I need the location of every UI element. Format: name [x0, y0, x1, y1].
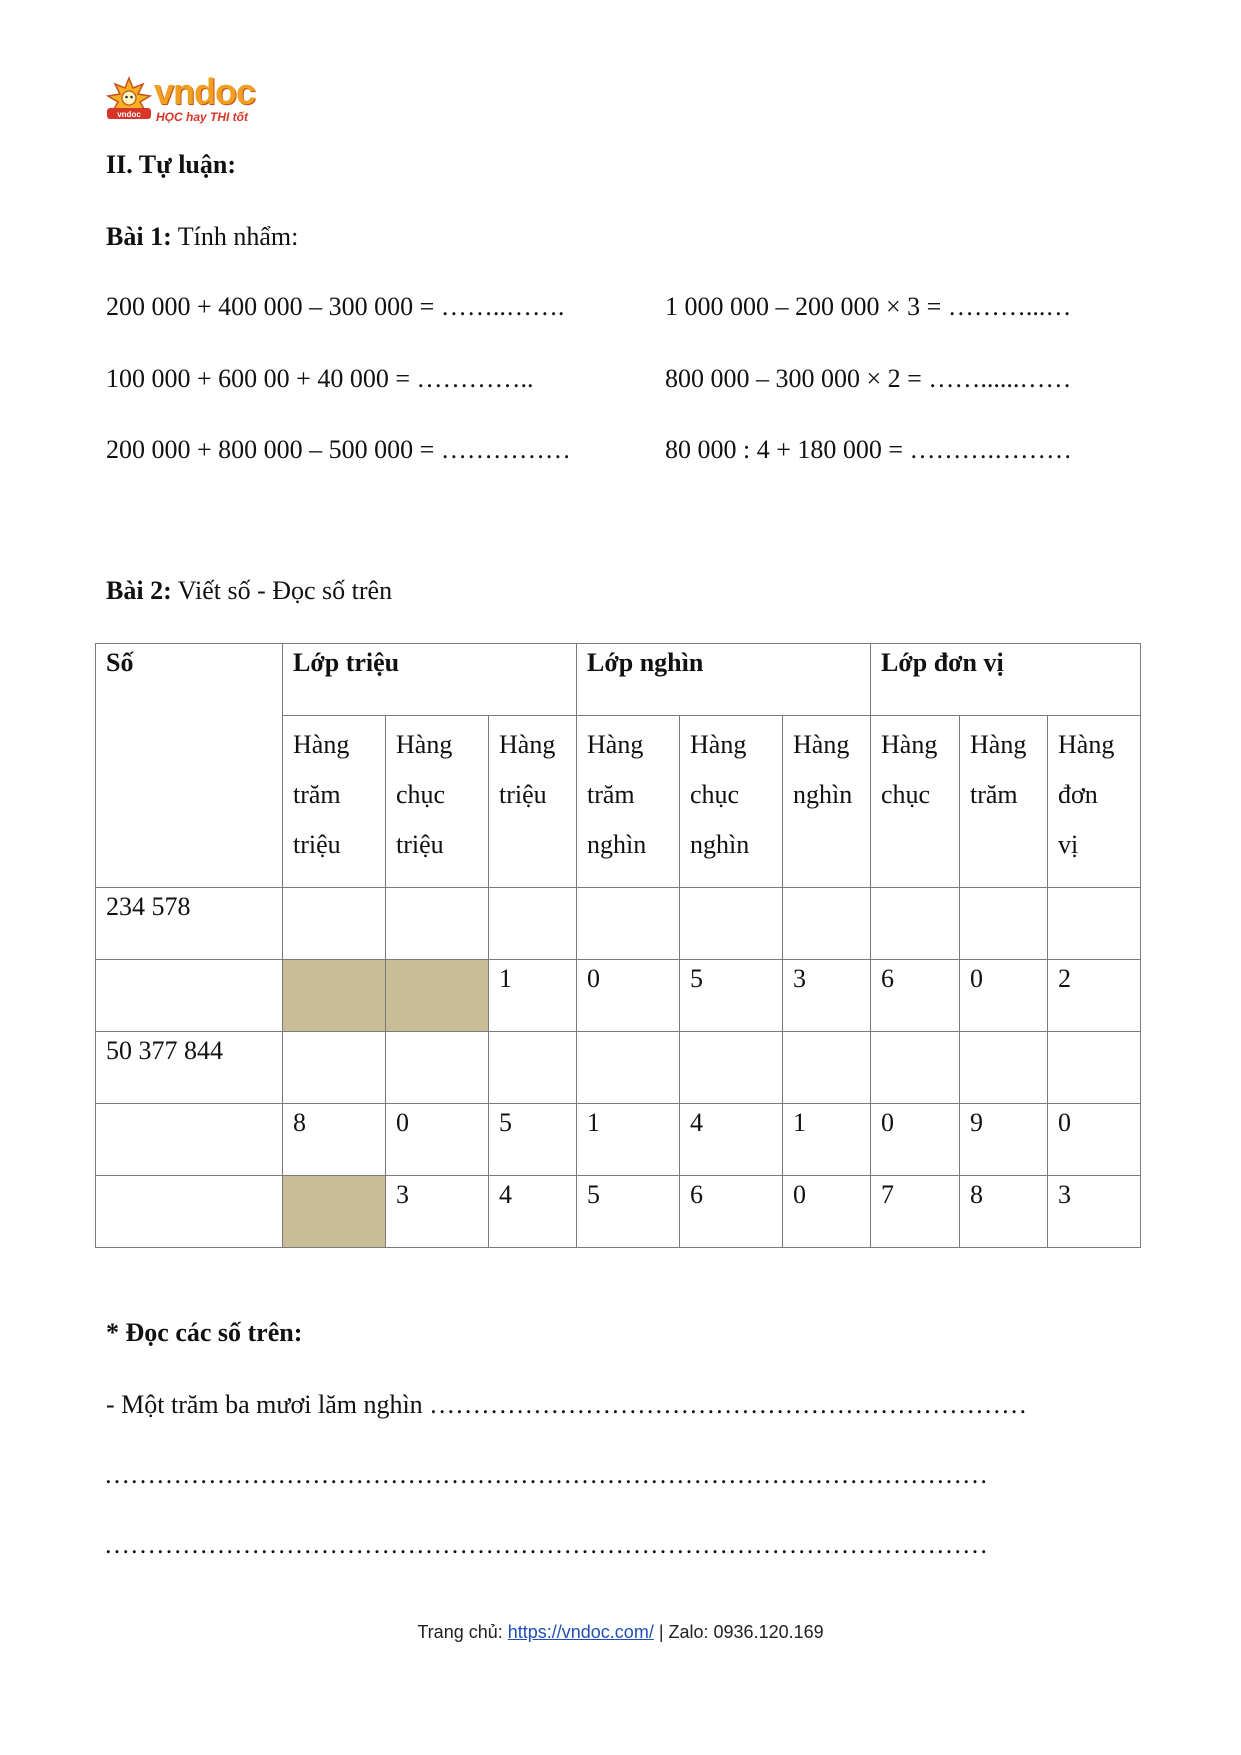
digit-cell: 8: [283, 1104, 386, 1176]
equation-right-3: 80 000 : 4 + 180 000 = ……….………: [665, 435, 1073, 464]
table-row: [96, 888, 1141, 960]
digit-cell: 3: [386, 1176, 489, 1248]
digit-cell: [871, 888, 960, 960]
reading-dots-line-1: …………………………………………………………………………………………: [104, 1460, 988, 1489]
logo-badge-text: vndoc: [117, 110, 141, 119]
digit-cell: 5: [680, 960, 783, 1032]
subheader-text: Hàng: [587, 730, 644, 759]
digit-cell: 4: [489, 1176, 577, 1248]
digit-cell: 0: [386, 1104, 489, 1176]
subheader-text: nghìn: [587, 830, 647, 859]
cell-so: 234 578: [96, 888, 283, 960]
digit-cell: 7: [871, 1176, 960, 1248]
subheader-cell: [960, 716, 1048, 888]
section-title: II. Tự luận:: [106, 150, 237, 179]
subheader-text: đơn: [1058, 780, 1098, 809]
digit-cell: 0: [960, 960, 1048, 1032]
subheader-text: Hàng: [690, 730, 747, 759]
shaded-cell: [386, 960, 489, 1032]
subheader-text: trăm: [293, 780, 341, 809]
subheader-cell: [577, 716, 680, 888]
footer-suffix: | Zalo: 0936.120.169: [653, 1622, 824, 1642]
subheader-text: nghìn: [793, 780, 853, 809]
equation-left-2: 100 000 + 600 00 + 40 000 = …………..: [106, 364, 534, 393]
digit-cell: 3: [1048, 1176, 1141, 1248]
digit-cell: 5: [489, 1104, 577, 1176]
equation-right-2: 800 000 – 300 000 × 2 = ……......……: [665, 364, 1072, 393]
digit-cell: 1: [489, 960, 577, 1032]
digit-cell: 6: [680, 1176, 783, 1248]
digit-cell: [386, 888, 489, 960]
subheader-cell: [283, 716, 386, 888]
subheader-text: vị: [1058, 830, 1079, 859]
header-lop-don-vi: Lớp đơn vị: [871, 644, 1141, 716]
digit-cell: [283, 1032, 386, 1104]
digit-cell: 1: [577, 1104, 680, 1176]
table-row: [96, 1104, 1141, 1176]
footer-home-link[interactable]: https://vndoc.com/: [507, 1622, 654, 1642]
digit-cell: 8: [960, 1176, 1048, 1248]
table-row: [96, 1176, 1141, 1248]
digit-cell: [960, 1032, 1048, 1104]
bai2-title: Viết số - Đọc số trên: [177, 576, 393, 605]
digit-cell: [577, 1032, 680, 1104]
subheader-text: Hàng: [793, 730, 850, 759]
digit-cell: [283, 888, 386, 960]
digit-cell: [489, 1032, 577, 1104]
equation-right-1: 1 000 000 – 200 000 × 3 = ………...…: [665, 292, 1072, 321]
subheader-text: Hàng: [499, 730, 556, 759]
table-row: [96, 960, 1141, 1032]
vndoc-logo[interactable]: [104, 72, 264, 132]
subheader-text: Hàng: [881, 730, 938, 759]
subheader-cell: [680, 716, 783, 888]
reading-dots-line-2: …………………………………………………………………………………………: [104, 1530, 988, 1559]
header-lop-nghin: Lớp nghìn: [577, 644, 871, 716]
subheader-text: chục: [690, 780, 740, 809]
equation-left-1: 200 000 + 400 000 – 300 000 = ……..…….: [106, 292, 565, 321]
subheader-text: trăm: [587, 780, 635, 809]
subheader-text: chục: [396, 780, 446, 809]
equation-left-3: 200 000 + 800 000 – 500 000 = ……………: [106, 435, 571, 464]
digit-cell: 3: [783, 960, 871, 1032]
cell-so: [96, 1176, 283, 1248]
subheader-text: triệu: [293, 830, 341, 859]
subheader-cell: [489, 716, 577, 888]
subheader-cell: [1048, 716, 1141, 888]
bai2-heading: [106, 576, 392, 606]
digit-cell: [1048, 1032, 1141, 1104]
digit-cell: 0: [1048, 1104, 1141, 1176]
digit-cell: 9: [960, 1104, 1048, 1176]
digit-cell: [1048, 888, 1141, 960]
digit-cell: [783, 1032, 871, 1104]
digit-cell: [783, 888, 871, 960]
page-footer: [0, 1622, 1241, 1643]
place-value-table: [95, 643, 1141, 1248]
reading-title: * Đọc các số trên:: [106, 1318, 303, 1347]
mascot-icon: [104, 76, 154, 124]
header-so: Số: [96, 644, 283, 888]
bai1-heading: [106, 222, 298, 252]
table-body: [96, 888, 1141, 1248]
footer-prefix: Trang chủ:: [417, 1622, 508, 1642]
cell-so: [96, 1104, 283, 1176]
digit-cell: 0: [783, 1176, 871, 1248]
digit-cell: 0: [871, 1104, 960, 1176]
digit-cell: [577, 888, 680, 960]
cell-so: 50 377 844: [96, 1032, 283, 1104]
header-lop-trieu: Lớp triệu: [283, 644, 577, 716]
subheader-text: trăm: [970, 780, 1018, 809]
cell-so: [96, 960, 283, 1032]
bai2-label: Bài 2:: [106, 576, 172, 605]
digit-cell: [386, 1032, 489, 1104]
subheader-text: Hàng: [1058, 730, 1115, 759]
digit-cell: [871, 1032, 960, 1104]
digit-cell: [489, 888, 577, 960]
subheader-text: Hàng: [293, 730, 350, 759]
subheader-text: Hàng: [970, 730, 1027, 759]
logo-tagline: HỌC hay THI tốt: [156, 110, 248, 124]
shaded-cell: [283, 1176, 386, 1248]
digit-cell: 2: [1048, 960, 1141, 1032]
subheader-cell: [871, 716, 960, 888]
shaded-cell: [283, 960, 386, 1032]
subheader-text: nghìn: [690, 830, 750, 859]
digit-cell: [680, 1032, 783, 1104]
subheader-cell: [783, 716, 871, 888]
subheader-text: chục: [881, 780, 931, 809]
digit-cell: [960, 888, 1048, 960]
reading-line-1: - Một trăm ba mươi lăm nghìn ……………………………………………………………: [106, 1390, 1028, 1419]
logo-wordmark: vndoc: [154, 71, 256, 112]
digit-cell: 6: [871, 960, 960, 1032]
bai1-label: Bài 1:: [106, 222, 172, 251]
bai1-title: Tính nhẩm:: [177, 222, 299, 251]
table-row: [96, 1032, 1141, 1104]
subheader-text: Hàng: [396, 730, 453, 759]
digit-cell: 5: [577, 1176, 680, 1248]
digit-cell: [680, 888, 783, 960]
subheader-text: triệu: [396, 830, 444, 859]
digit-cell: 0: [577, 960, 680, 1032]
table-header-row: [96, 644, 1141, 716]
digit-cell: 4: [680, 1104, 783, 1176]
digit-cell: 1: [783, 1104, 871, 1176]
subheader-text: triệu: [499, 780, 547, 809]
subheader-cell: [386, 716, 489, 888]
